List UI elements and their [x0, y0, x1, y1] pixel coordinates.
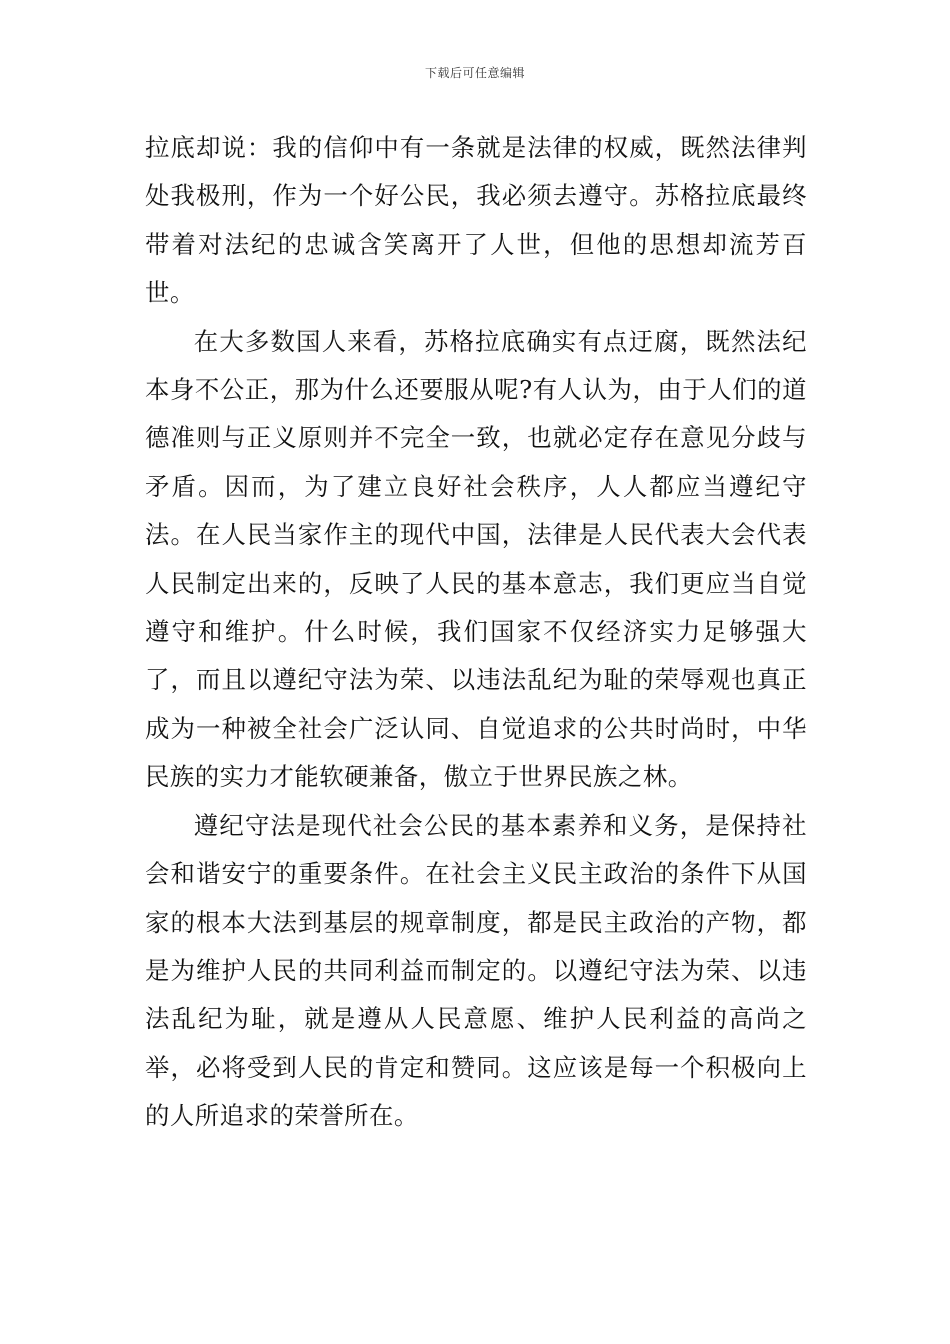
paragraph-1: 拉底却说：我的信仰中有一条就是法律的权威，既然法律判处我极刑，作为一个好公民，我必须去遵守。苏格拉底最终带着对法纪的忠诚含笑离开了人世，但他的思想却流芳百世。	[145, 133, 807, 308]
page-header: 下载后可任意编辑	[424, 66, 525, 80]
paragraph-3: 遵纪守法是现代社会公民的基本素养和义务，是保持社会和谐安宁的重要条件。在社会主义民主政治的条件下从国家的根本大法到基层的规章制度，都是民主政治的产物，都是为维护人民的共同利益而制定的。以遵纪守法为荣、以违法乱纪为耻，就是遵从人民意愿、维护人民利益的高尚之举，必将受到人民的肯定和赞同。这应该是每一个积极向上的人所追求的荣誉所在。	[145, 810, 807, 1131]
paragraph-2: 在大多数国人来看，苏格拉底确实有点迂腐，既然法纪本身不公正，那为什么还要服从呢?有人认为，由于人们的道德准则与正义原则并不完全一致，也就必定存在意见分歧与矛盾。因而，为了建立良好社会秩序，人人都应当遵纪守法。在人民当家作主的现代中国，法律是人民代表大会代表人民制定出来的，反映了人民的基本意志，我们更应当自觉遵守和维护。什么时候，我们国家不仅经济实力足够强大了，而且以遵纪守法为荣、以违法乱纪为耻的荣辱观也真正成为一种被全社会广泛认同、自觉追求的公共时尚时，中华民族的实力才能软硬兼备，傲立于世界民族之林。	[145, 326, 807, 792]
document-body	[145, 124, 807, 1141]
